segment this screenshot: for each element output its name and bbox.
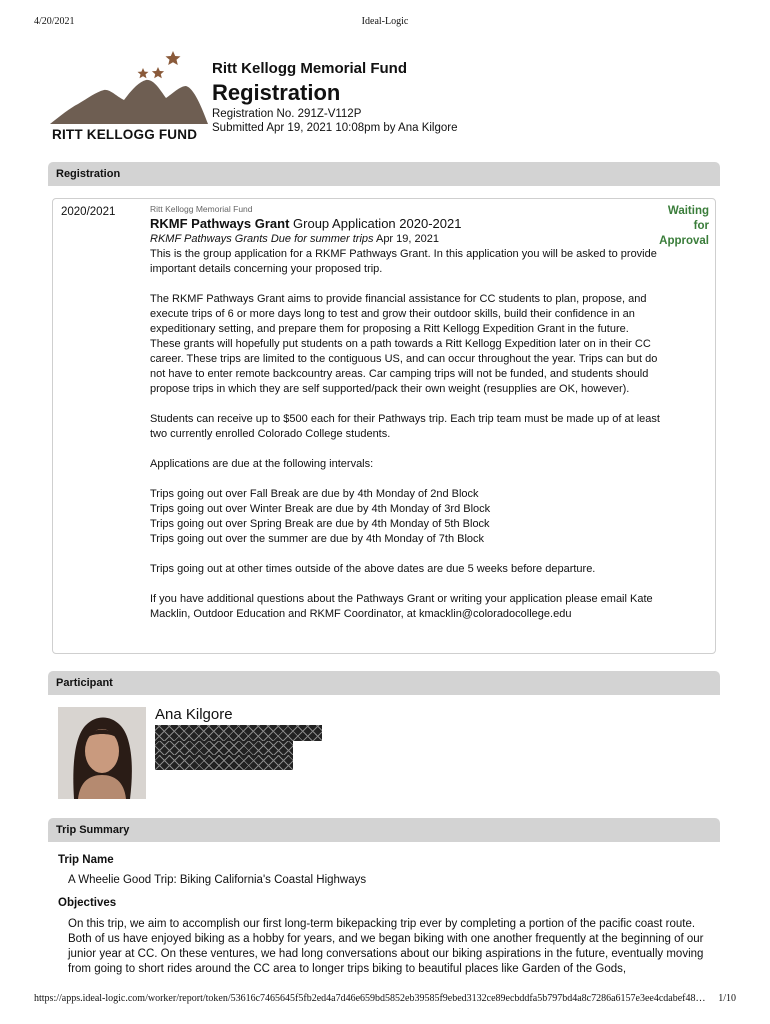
print-site-name: Ideal-Logic [361, 16, 409, 27]
participant-photo [58, 707, 146, 799]
other-times-paragraph: Trips going out at other times outside of the above dates are due 5 weeks before departure. [150, 563, 596, 575]
page-title: Registration [212, 80, 341, 105]
contact-paragraph: If you have additional questions about the Pathways Grant or writing your application please email Kate Macklin, Outdoor Education and RKMF Coordinator, at kmacklin@coloradocollege.edu [150, 593, 653, 620]
deadline-date: Apr 19, 2021 [373, 233, 439, 245]
grant-deadline [150, 232, 660, 247]
fund-name-small: Ritt Kellogg Memorial Fund [150, 204, 253, 214]
status-line: for [693, 220, 709, 232]
submitted-info: Submitted Apr 19, 2021 10:08pm by Ana Kilgore [212, 122, 458, 134]
intervals-intro: Applications are due at the following intervals: [150, 458, 374, 470]
mountain-shape [50, 80, 208, 124]
objectives-label: Objectives [58, 897, 117, 909]
interval-item: Trips going out over Fall Break are due by 4th Monday of 2nd Block [150, 488, 479, 500]
interval-item: Trips going out over Winter Break are due by 4th Monday of 3rd Block [150, 503, 491, 515]
redacted-block [155, 755, 293, 770]
intro-paragraph: This is the group application for a RKMF Pathways Grant. In this application you will be asked to provide important details concerning your proposed trip. [150, 248, 657, 275]
registration-card [52, 198, 716, 654]
star-icon [166, 51, 181, 65]
grant-subtitle: Group Application 2020-2021 [289, 216, 462, 231]
section-header-registration: Registration [48, 162, 720, 186]
redacted-block [155, 741, 293, 755]
trip-name-label: Trip Name [58, 854, 114, 866]
interval-item: Trips going out over Spring Break are due by 4th Monday of 5th Block [150, 518, 490, 530]
status-line: Waiting [667, 205, 709, 217]
redacted-block [155, 725, 322, 741]
logo-text: RITT KELLOGG FUND [52, 127, 198, 142]
deadline-label: RKMF Pathways Grants Due for summer trips [150, 233, 374, 245]
registration-details [150, 204, 660, 622]
grant-name: RKMF Pathways Grant [150, 216, 290, 231]
interval-item: Trips going out over the summer are due by 4th Monday of 7th Block [150, 533, 485, 545]
status-line: Approval [659, 235, 709, 247]
avatar [58, 707, 146, 799]
page-number: 1/10 [718, 993, 736, 1004]
trip-name-value: A Wheelie Good Trip: Biking California's Coastal Highways [68, 874, 367, 886]
org-name: Ritt Kellogg Memorial Fund [212, 60, 407, 77]
print-header [0, 16, 770, 30]
print-url: https://apps.ideal-logic.com/worker/report/token/53616c7465645f5fb2ed4a7d46e659bd5852eb39585f9ebed3132ce89ecbddfa5b797bd4a8c7286a6157e3ee4cdabef48… [34, 993, 706, 1004]
registration-number: Registration No. 291Z-V112P [212, 108, 362, 120]
aim-paragraph: The RKMF Pathways Grant aims to provide financial assistance for CC students to plan, propose, and execute trips of 6 or more days long to test and grow their outdoor skills, build their confidence in an expeditionary setting, and prepare them for proposing a Ritt Kellogg Expedition Grant in the future. These grants will hopefully put students on a path towards a Ritt Kellogg Expedition later on in their CC career. These trips are limited to the contiguous US, and can occur throughout the year. Trips can but do not have to enter remote backcountry areas. Car camping trips will not be funded, and students should propose trips in which they are self supported/pack their own weight (resupplies are OK, however). [150, 293, 658, 395]
star-icon [138, 68, 149, 78]
star-icon [152, 67, 164, 78]
print-date: 4/20/2021 [34, 16, 75, 27]
funding-paragraph: Students can receive up to $500 each for their Pathways trip. Each trip team must be made up of at least two currently enrolled Colorado College students. [150, 413, 660, 440]
section-header-trip-summary: Trip Summary [48, 818, 720, 842]
participant-name: Ana Kilgore [155, 706, 233, 723]
registration-meta [212, 107, 458, 135]
intervals-list [150, 487, 660, 547]
grant-title [150, 216, 660, 232]
objectives-value: On this trip, we aim to accomplish our first long-term bikepacking trip ever by completing a portion of the pacific coast route. Both of us have enjoyed biking as a hobby for years, and we began biking with one another frequently at the beginning of our junior year at CC. On these ventures, we had long conversations about our biking aspirations in the future, eventually moving from going to short rides around the CC area to longer trips biking to beautiful places like Garden of the Gods, [68, 918, 704, 975]
status-badge [649, 204, 709, 249]
section-header-participant: Participant [48, 671, 720, 695]
registration-year: 2020/2021 [61, 206, 116, 218]
